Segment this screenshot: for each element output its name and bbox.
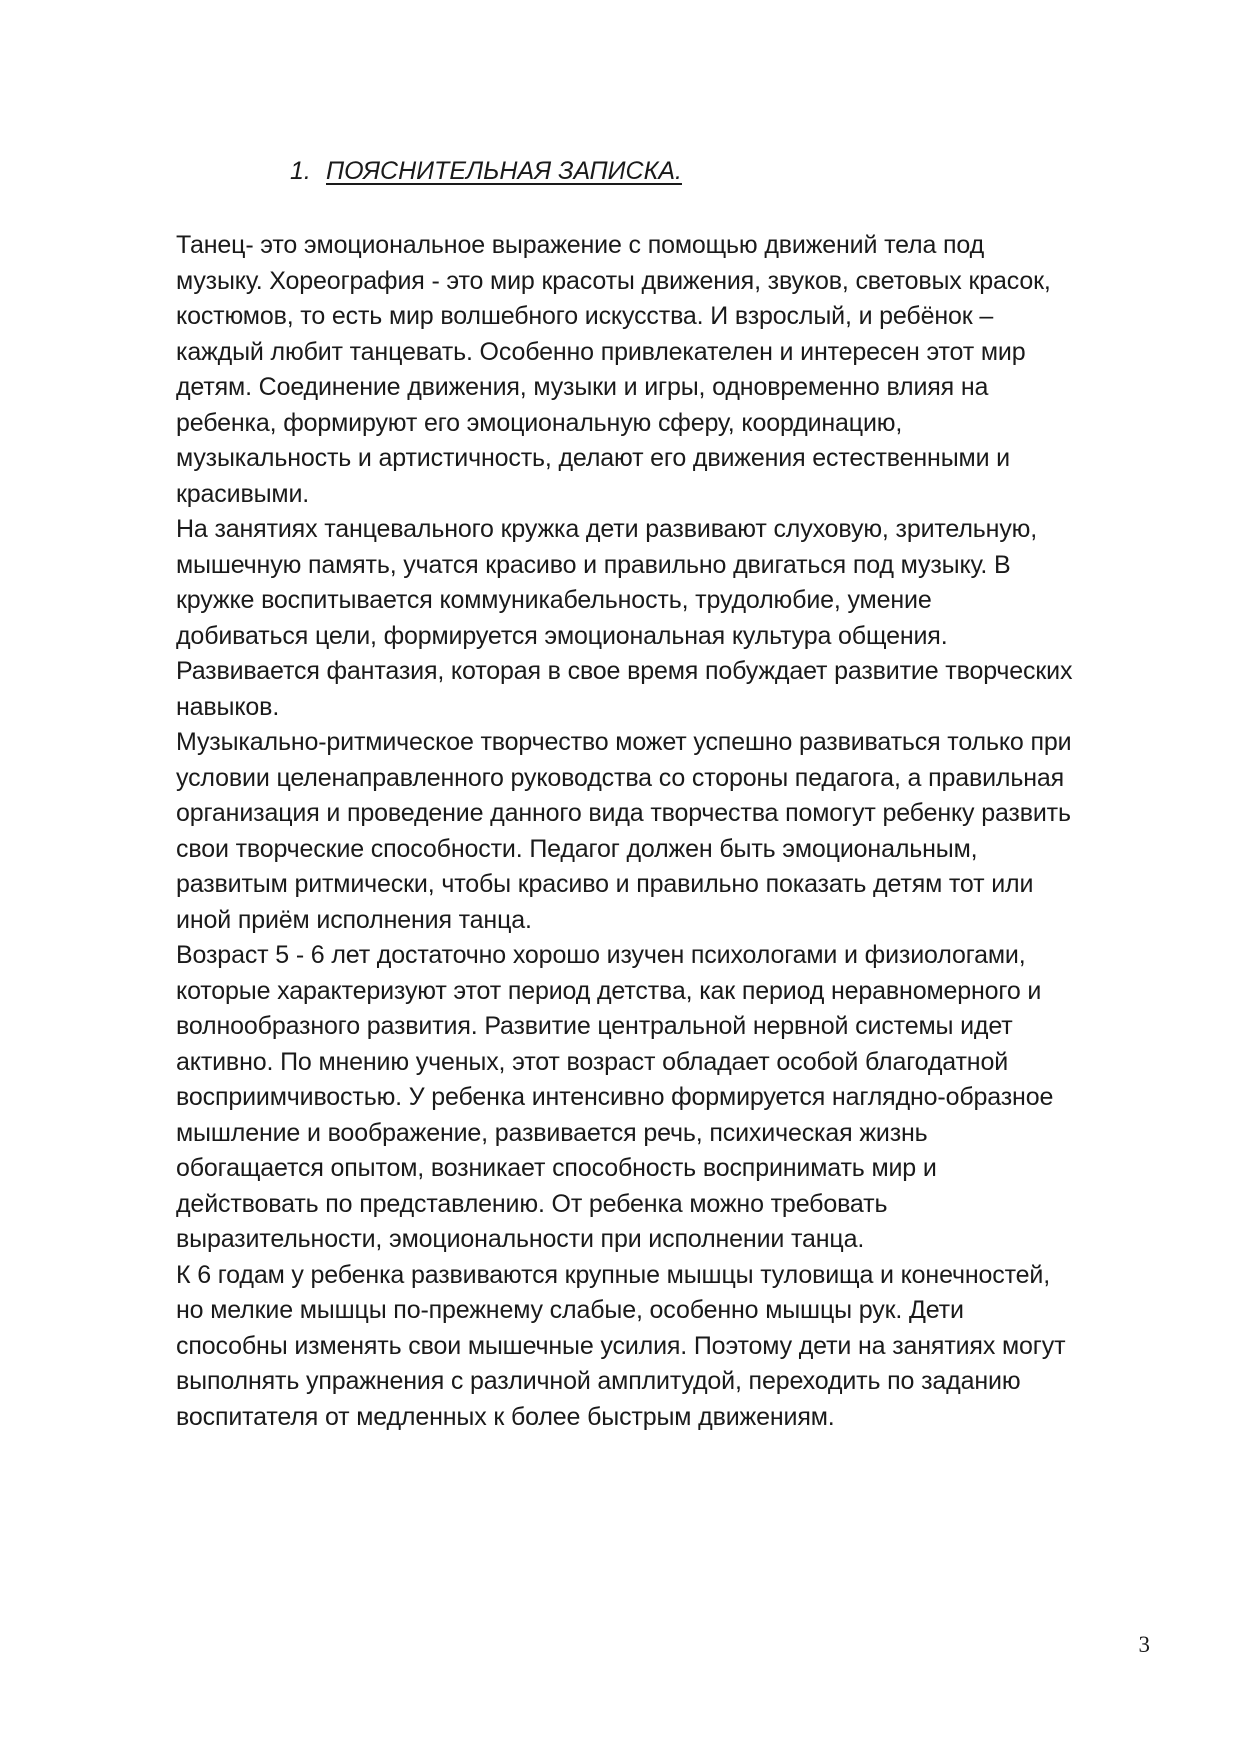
text-line: условии целенаправленного руководства со стороны педагога, а правильная (176, 763, 1065, 792)
text-line: Музыкально-ритмическое творчество может успешно развиваться только при (176, 728, 1072, 756)
text-line: музыкальность и артистичность, делают его движения естественными и (176, 444, 1010, 472)
section-heading (290, 154, 682, 188)
text-line: Возраст 5 - 6 лет достаточно хорошо изучен психологами и физиологами, (176, 941, 1026, 969)
text-line: добиваться цели, формируется эмоциональная культура общения. (176, 621, 948, 650)
section-number: 1. (290, 157, 311, 185)
text-line: развитым ритмически, чтобы красиво и правильно показать детям тот или (176, 870, 1034, 898)
text-line: обогащается опытом, возникает способность воспринимать мир и (176, 1154, 937, 1182)
text-line: действовать по представлению. От ребенка можно требовать (176, 1189, 888, 1218)
text-line: но мелкие мышцы по-прежнему слабые, особенно мышцы рук. Дети (176, 1296, 964, 1324)
page-number: 3 (1138, 1632, 1150, 1657)
text-line: воспитателя от медленных к более быстрым движениям. (176, 1402, 835, 1431)
text-line: волнообразного развития. Развитие центральной нервной системы идет (176, 1012, 1013, 1040)
body-text (176, 228, 1166, 1435)
text-line: Танец- это эмоциональное выражение с помощью движений тела под (176, 231, 985, 259)
text-line: выразительности, эмоциональности при исполнении танца. (176, 1225, 865, 1253)
text-line: организация и проведение данного вида творчества помогут ребенку развить (176, 799, 1071, 827)
text-line: детям. Соединение движения, музыки и игры, одновременно влияя на (176, 373, 989, 401)
text-line: красивыми. (176, 479, 310, 508)
text-line: К 6 годам у ребенка развиваются крупные мышцы туловища и конечностей, (176, 1260, 1051, 1289)
text-line: ребенка, формируют его эмоциональную сферу, координацию, (176, 408, 903, 437)
text-line: музыку. Хореография - это мир красоты движения, звуков, световых красок, (176, 266, 1051, 295)
text-line: способны изменять свои мышечные усилия. Поэтому дети на занятиях могут (176, 1331, 1066, 1360)
text-line: каждый любит танцевать. Особенно привлекателен и интересен этот мир (176, 337, 1026, 366)
text-line: Развивается фантазия, которая в свое время побуждает развитие творческих (176, 657, 1073, 685)
text-line: выполнять упражнения с различной амплитудой, переходить по заданию (176, 1367, 1021, 1395)
text-line: навыков. (176, 692, 280, 721)
text-line: восприимчивостью. У ребенка интенсивно формируется наглядно-образное (176, 1083, 1054, 1111)
text-line: иной приём исполнения танца. (176, 905, 532, 934)
text-line: На занятиях танцевального кружка дети развивают слуховую, зрительную, (176, 515, 1038, 543)
text-line: костюмов, то есть мир волшебного искусства. И взрослый, и ребёнок – (176, 302, 994, 330)
section-title: ПОЯСНИТЕЛЬНАЯ ЗАПИСКА. (326, 157, 682, 185)
text-line: активно. По мнению ученых, этот возраст обладает особой благодатной (176, 1047, 1009, 1076)
text-line: свои творческие способности. Педагог должен быть эмоциональным, (176, 834, 978, 863)
text-line: кружке воспитывается коммуникабельность, трудолюбие, умение (176, 586, 932, 614)
text-line: мышление и воображение, развивается речь, психическая жизнь (176, 1118, 928, 1147)
text-line: мышечную память, учатся красиво и правильно двигаться под музыку. В (176, 550, 1011, 579)
text-line: которые характеризуют этот период детства, как период неравномерного и (176, 976, 1042, 1005)
